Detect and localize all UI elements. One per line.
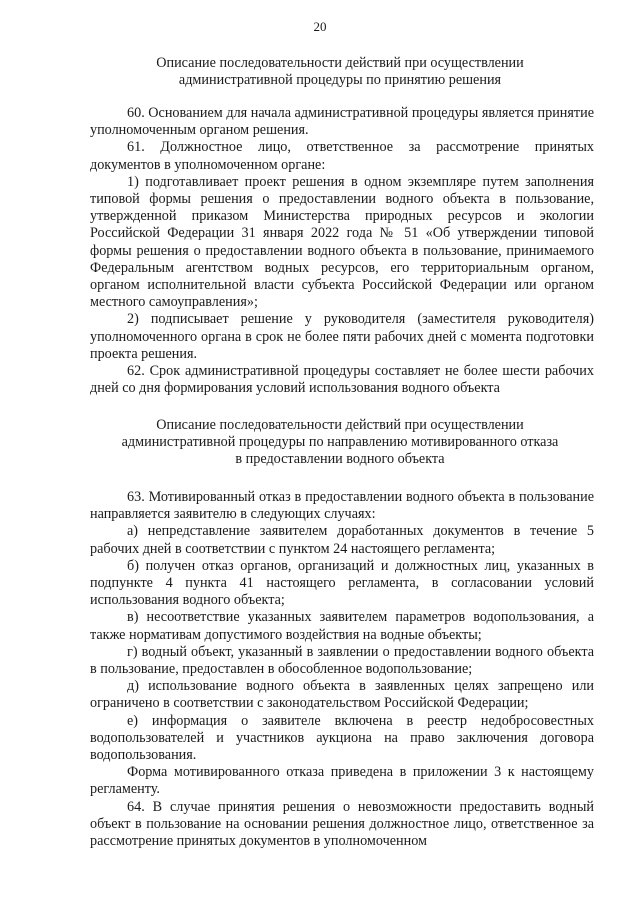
paragraph-63-item-v: в) несоответствие указанных заявителем параметров водопользования, а также нормативам допустимого воздействия на водные объекты;: [90, 609, 594, 643]
paragraph-63-item-b: б) получен отказ органов, организаций и должностных лиц, указанных в подпункте 4 пункта 41 настоящего регламента, в согласовании условий использования водного объекта;: [90, 557, 594, 609]
paragraph-63-item-d: д) использование водного объекта в заявленных целях запрещено или ограничено в соответствии с законодательством Российской Федерации;: [90, 678, 594, 712]
heading-line: административной процедуры по принятию решения: [178, 72, 502, 88]
paragraph-63: 63. Мотивированный отказ в предоставлении водного объекта в пользование направляется заявителю в следующих случаях:: [90, 489, 594, 523]
page-number: 20: [313, 19, 327, 34]
paragraph-62: 62. Срок административной процедуры составляет не более шести рабочих дней со дня формирования условий использования водного объекта: [90, 363, 594, 397]
section-heading-decision: [90, 55, 590, 89]
paragraph-refusal-form: Форма мотивированного отказа приведена в приложении 3 к настоящему регламенту.: [90, 764, 594, 798]
paragraph-61-item-2: 2) подписывает решение у руководителя (заместителя руководителя) уполномоченного органа в срок не более пяти рабочих дней с момента подготовки проекта решения.: [90, 311, 594, 362]
section-body-refusal: [90, 489, 594, 850]
heading-line: Описание последовательности действий при осуществлении: [156, 55, 524, 71]
heading-line: административной процедуры по направлению мотивированного отказа: [121, 434, 559, 450]
heading-line: в предоставлении водного объекта: [235, 451, 445, 467]
paragraph-63-item-a: а) непредставление заявителем доработанных документов в течение 5 рабочих дней в соответствии с пунктом 24 настоящего регламента;: [90, 523, 594, 557]
paragraph-64: 64. В случае принятия решения о невозможности предоставить водный объект в пользование на основании решения должностное лицо, ответственное за рассмотрение принятых документов в уполномоченном: [90, 798, 594, 850]
heading-line: Описание последовательности действий при осуществлении: [156, 417, 524, 433]
paragraph-63-item-g: г) водный объект, указанный в заявлении о предоставлении водного объекта в пользование, предоставлен в обособленное водопользование;: [90, 643, 594, 678]
paragraph-63-item-e: е) информация о заявителе включена в реестр недобросовестных водопользователей и участников аукциона на право заключения договора водопользования.: [90, 712, 594, 764]
paragraph-60: 60. Основанием для начала административной процедуры является принятие уполномоченным органом решения.: [90, 105, 594, 139]
paragraph-61-item-1: 1) подготавливает проект решения в одном экземпляре путем заполнения типовой формы решения о предоставлении водного объекта в пользование, утвержденной приказом Министерства природных ресурсов и экологии Российской Федерации 31 января 2022 года № 51 «Об утверждении типовой формы решения о предоставлении водного объекта в пользование, принимаемого Федеральным агентством водных ресурсов, его территориальным органом, органом исполнительной власти субъекта Российской Федерации или органом местного самоуправления»;: [90, 173, 594, 311]
section-heading-refusal: [90, 417, 590, 468]
paragraph-61: 61. Должностное лицо, ответственное за рассмотрение принятых документов в уполномоченном органе:: [90, 139, 594, 173]
section-body-decision: [90, 105, 594, 397]
